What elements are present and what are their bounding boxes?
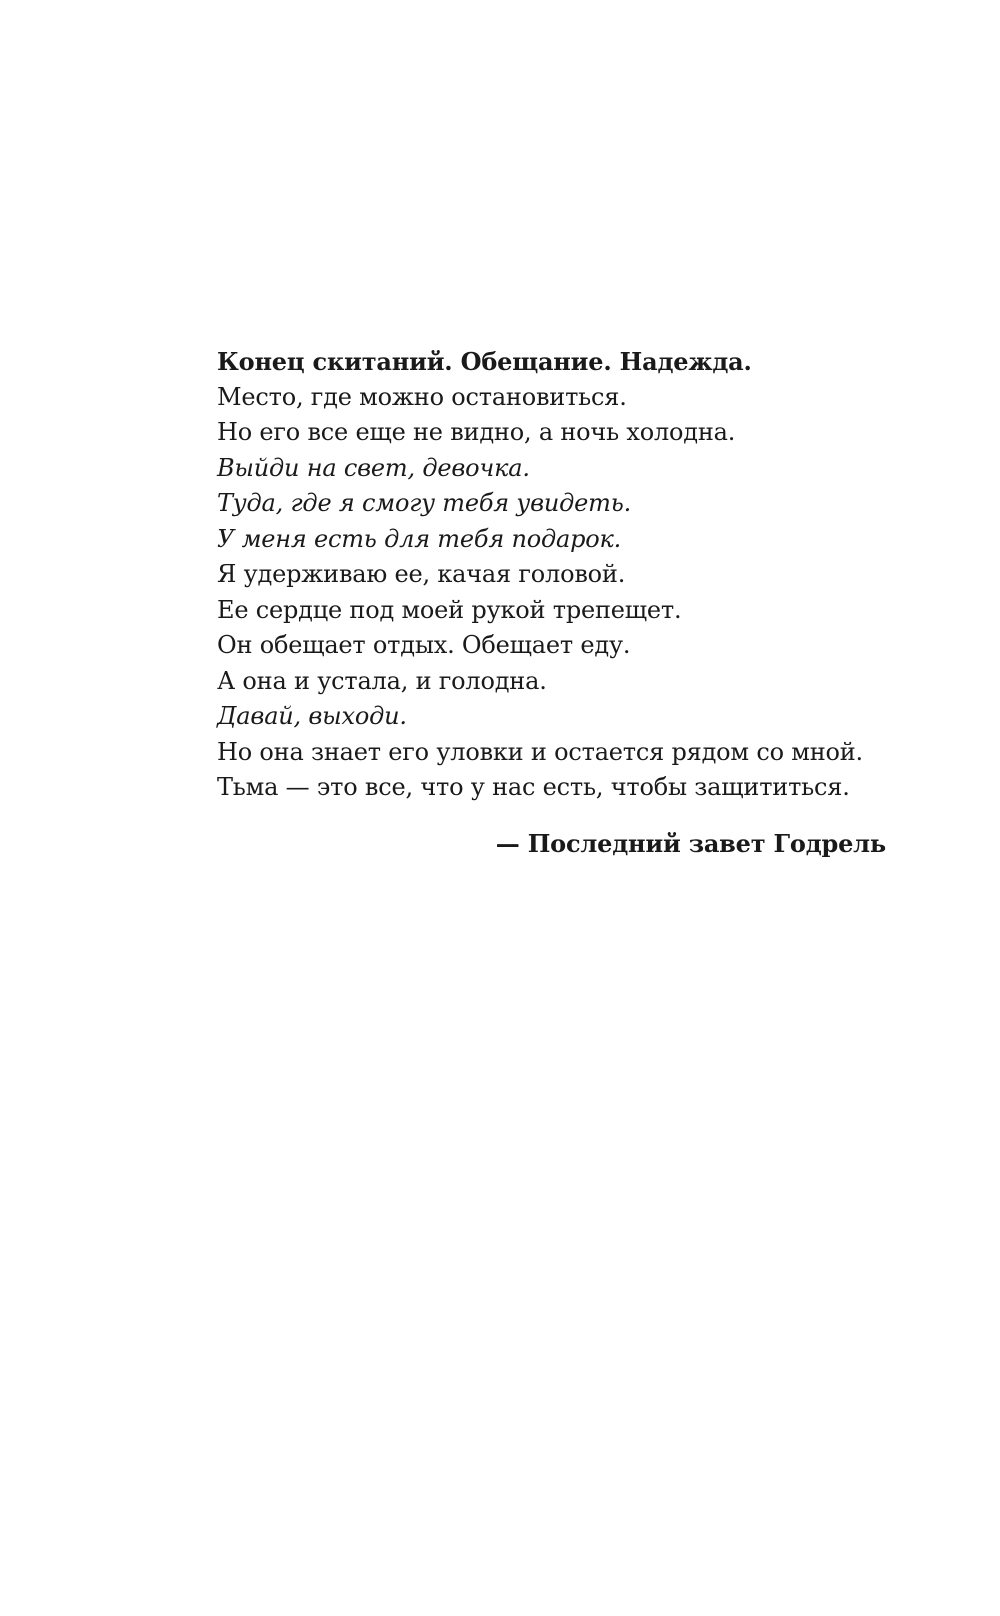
poem-line: У меня есть для тебя подарок. (217, 524, 622, 553)
poem-line: Он обещает отдых. Обещает еду. (217, 631, 631, 659)
poem-line: Тьма — это все, что у нас есть, чтобы защититься. (217, 773, 850, 801)
poem-attribution: — Последний завет Годрель (495, 829, 886, 858)
poem-line: Но она знает его уловки и остается рядом со мной. (217, 737, 863, 766)
poem-line: Ее сердце под моей рукой трепещет. (217, 595, 682, 624)
poem-line: Но его все еще не видно, а ночь холодна. (217, 418, 736, 446)
poem-line: А она и устала, и голодна. (217, 666, 547, 695)
poem-line: Место, где можно остановиться. (217, 382, 627, 411)
poem-line: Давай, выходи. (217, 702, 407, 730)
poem-line: Я удерживаю ее, качая головой. (217, 560, 626, 588)
poem-line: Конец скитаний. Обещание. Надежда. (217, 347, 752, 376)
poem (217, 344, 897, 806)
poem-line: Выйди на свет, девочка. (217, 453, 530, 482)
poem-line: Туда, где я смогу тебя увидеть. (217, 489, 632, 517)
